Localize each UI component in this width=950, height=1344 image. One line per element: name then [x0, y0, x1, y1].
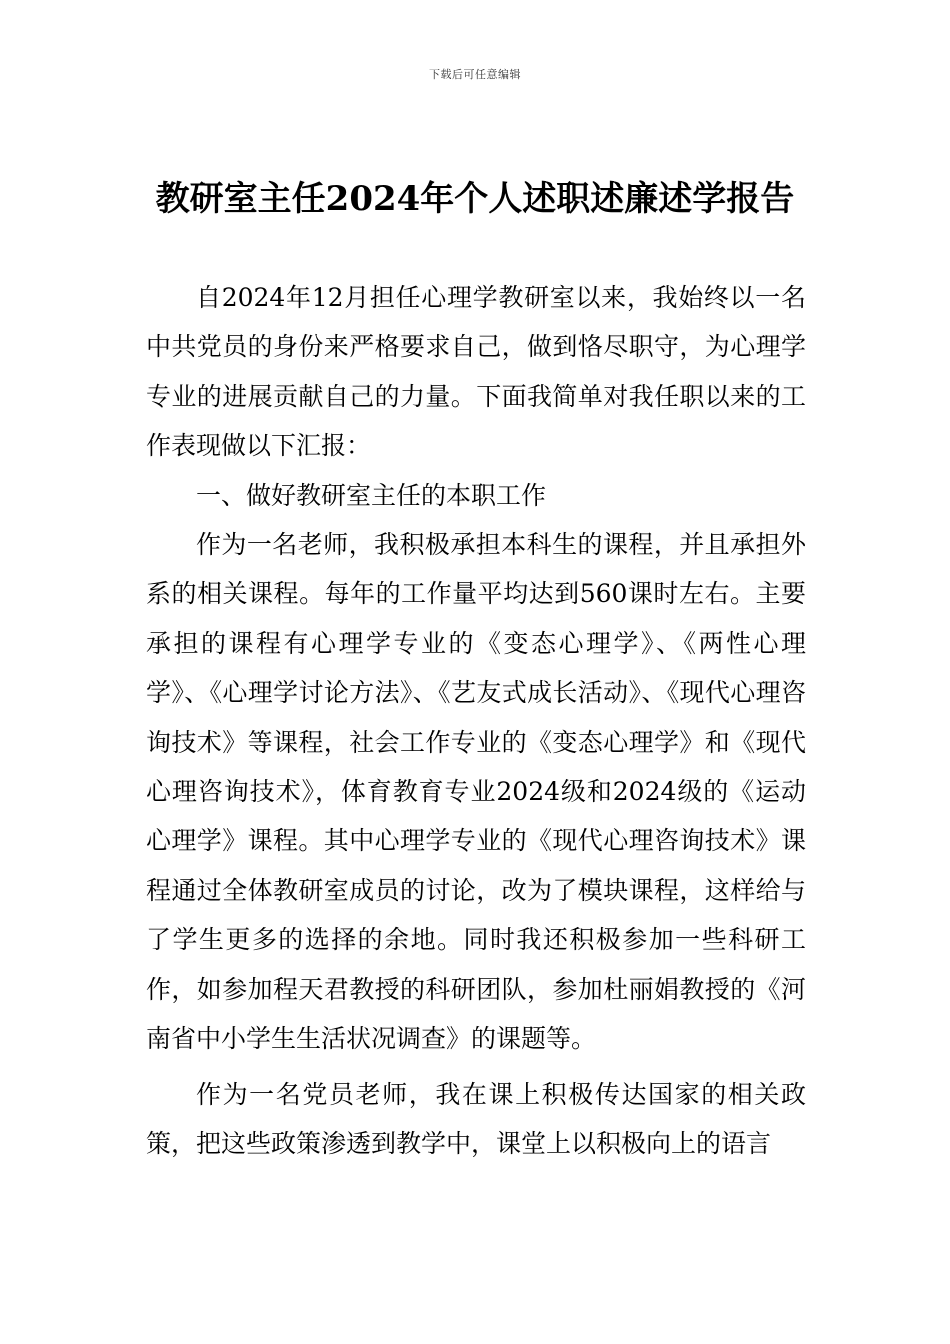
paragraph-intro: 自2024年12月担任心理学教研室以来，我始终以一名中共党员的身份来严格要求自己，做到恪尽职守，为心理学专业的进展贡献自己的力量。下面我简单对我任职以来的工作表现做以下汇报：: [146, 283, 806, 461]
header-note: 下载后可任意编辑: [429, 68, 521, 81]
section-heading-1: 一、做好教研室主任的本职工作: [196, 480, 547, 510]
document-body: [146, 273, 806, 1168]
paragraph-party-teacher: 作为一名党员老师，我在课上积极传达国家的相关政策，把这些政策渗透到教学中，课堂上以积极向上的语言: [146, 1079, 806, 1158]
document-title: 教研室主任2024年个人述职述廉述学报告: [155, 179, 795, 219]
paragraph-teaching: 作为一名老师，我积极承担本科生的课程，并且承担外系的相关课程。每年的工作量平均达到560课时左右。主要承担的课程有心理学专业的《变态心理学》、《两性心理学》、《心理学讨论方法》、《艺友式成长活动》、《现代心理咨询技术》等课程，社会工作专业的《变态心理学》和《现代心理咨询技术》，体育教育专业2024级和2024级的《运动心理学》课程。其中心理学专业的《现代心理咨询技术》课程通过全体教研室成员的讨论，改为了模块课程，这样给与了学生更多的选择的余地。同时我还积极参加一些科研工作，如参加程天君教授的科研团队，参加杜丽娟教授的《河南省中小学生生活状况调查》的课题等。: [146, 530, 806, 1054]
